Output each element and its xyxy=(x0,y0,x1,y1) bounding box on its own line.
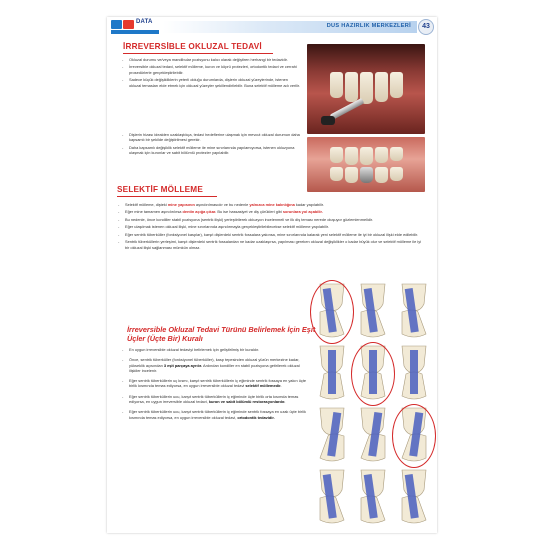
list-item: - Eğer sentrik tüberküllerin ucu, karşıt sentrik tüberküllerin iç eğiminde üçte birlik orta kısımda temas ediyorsa, en uygun irreversible okluzal tedavi, kuron ve sabit bölümlü restorasyonlardır. xyxy=(121,394,307,405)
tooth-icon xyxy=(353,468,393,528)
bullet-list-rule-of-thirds xyxy=(121,347,307,425)
bullet-list-extensive xyxy=(121,132,301,158)
header-title: DUS HAZIRLIK MERKEZLERİ xyxy=(326,23,411,29)
tooth-pair xyxy=(353,282,393,342)
list-item: - Bu nedenle, önce kondiller stabil pozisyona (sentrik ilişki) yerleştirilerek okluzyon incelenmeli ve ilk diş teması nerede oluşuyor gözlemlenmelidir. xyxy=(117,217,425,222)
page-header xyxy=(107,17,437,37)
list-item: - İrreversible okluzal tedavi, selektif mölleme, kuron ve köprü protezleri, ortodontik tedavi ve cerrahi prosedürlerle gerçekleştirilebilir. xyxy=(121,64,301,75)
list-item: - Eğer ulaşılmak istenen okluzal ilişki, mine sınırlarında aşındırmayla gerçekleştirilebilecekse selektif mölleme yapılabilir. xyxy=(117,224,425,229)
highlight-ring xyxy=(392,404,436,468)
list-item: - Eğer sentrik tüberküllerin uç kısmı, karşıt sentrik tüberküllerin iç eğiminde sentrik fossaya en yakın üçte birlik kısmında temas ediyorsa, en uygun irreversible okluzal tedavi selektif möllemedir. xyxy=(121,378,307,389)
tooth-icon xyxy=(353,282,393,342)
section-title-rule-of-thirds: İrreversible Okluzal Tedavi Türünü Belirlemek İçin Eşit Üçler (Üçte Bir) Kuralı xyxy=(127,325,316,343)
tooth-icon xyxy=(312,406,352,466)
highlight-ring xyxy=(351,342,395,406)
bullet-list-selective-grinding xyxy=(117,202,425,252)
section-title-selective-grinding: SELEKTİF MÖLLEME xyxy=(117,185,203,194)
tooth-icon xyxy=(394,468,434,528)
tooth-contact-diagram xyxy=(312,282,437,530)
list-item: - Sentrik tüberküllerin yerleşimi, karşıt dişlerdeki sentrik fossalardan ne kadar uzaklaşırsa, yapılması gereken okluzal değişiklikler o kadar büyük olur ve selektif mölleme ile iyi bir okluzal ilişki sağlanması mümkün olmaz. xyxy=(117,239,425,250)
list-item: - Önce, sentrik tüberküller (fonksiyonel tüberküller), kasp tepesinden okluzal yüzün merkezine kadar, yükseklik açısından 3 eşit parçaya ayrılır. Ardından kondiller en stabil pozisyona getirilerek okluzal ilişkiler incelenir. xyxy=(121,357,307,373)
list-item: - Selektif mölleme, dişteki mine yapısının aşındırılmasıdır ve bu nedenle yalnızca mine kalınlığına kadar yapılabilir. xyxy=(117,202,425,207)
tooth-icon xyxy=(312,344,352,404)
tooth-pair xyxy=(353,406,393,466)
tooth-pair xyxy=(353,468,393,528)
tooth-icon xyxy=(353,406,393,466)
dental-photo-grinding xyxy=(307,44,425,134)
tooth-icon xyxy=(394,282,434,342)
list-item: - Dişlerin hizası idealden uzaklaştıkça, tedavi hedeflerine ulaşmak için mevcut okluzal durumun daha kapsamlı bir şekilde değiştirilmesi gerekir. xyxy=(121,132,301,143)
tooth-icon xyxy=(312,468,352,528)
tooth-pair xyxy=(394,344,434,404)
list-item: - Okluzal durumu ve/veya mandibular pozisyonu kalıcı olarak değiştiren herhangi bir tedavidir. xyxy=(121,57,301,62)
document-page xyxy=(107,17,437,533)
list-item: - Daha kapsamlı değişiklik selektif mölleme ile mine sınırlarında yapılamıyorsa, istenen okluzyona ulaşmak için kuronlar ve sabit bölümlü protezler yapılabilir. xyxy=(121,145,301,156)
list-item: - Sadece küçük değişikliklerin yeterli olduğu durumlarda, dişlerin okluzal yüzeylerinde, istenen okluzal temasları elde etmek için okluzal yüzeyler şekillendirilebilir. Buna selektif mölleme adı verilir. xyxy=(121,77,301,88)
tooth-pair xyxy=(312,468,352,528)
list-item: - Eğer mine tamamen aşındırılırsa dentin açığa çıkar. Bu ise hassasiyet ve diş çürükleri gibi sorunlara yol açabilir. xyxy=(117,209,425,214)
page-number: 43 xyxy=(418,19,434,35)
section-rule xyxy=(117,196,217,197)
bullet-list-irreversible xyxy=(121,57,301,90)
dental-photo-occlusion xyxy=(307,137,425,192)
list-item: - En uygun irreversible okluzal tedaviyi belirlemek için geliştirilmiş bir kuraldır. xyxy=(121,347,307,352)
logo-text: DATA xyxy=(136,19,153,25)
section-title-irreversible: İRREVERSİBLE OKLUZAL TEDAVİ xyxy=(123,42,262,51)
tooth-pair xyxy=(312,406,352,466)
tooth-pair xyxy=(394,468,434,528)
section-rule xyxy=(123,53,273,54)
list-item: - Eğer sentrik tüberküllerin ucu, karşıt sentrik tüberküllerin iç eğiminde sentrik fossaya en uzak üçte birlik kısmında temas ediyorsa, en uygun irreversible okluzal tedavi, ortodontik tedavidir. xyxy=(121,409,307,420)
highlight-ring xyxy=(310,280,354,344)
publisher-logo xyxy=(111,20,159,34)
tooth-icon xyxy=(394,344,434,404)
tooth-pair xyxy=(312,344,352,404)
list-item: - Eğer sentrik tüberküller (fonksiyonel kasplar), karşıt dişlerdeki sentrik fossalara yakınsa, mine sınırlarında kalarak yeni selektif mölleme ile iyi bir okluzal ilişki elde edilebilir. xyxy=(117,232,425,237)
tooth-pair xyxy=(394,282,434,342)
